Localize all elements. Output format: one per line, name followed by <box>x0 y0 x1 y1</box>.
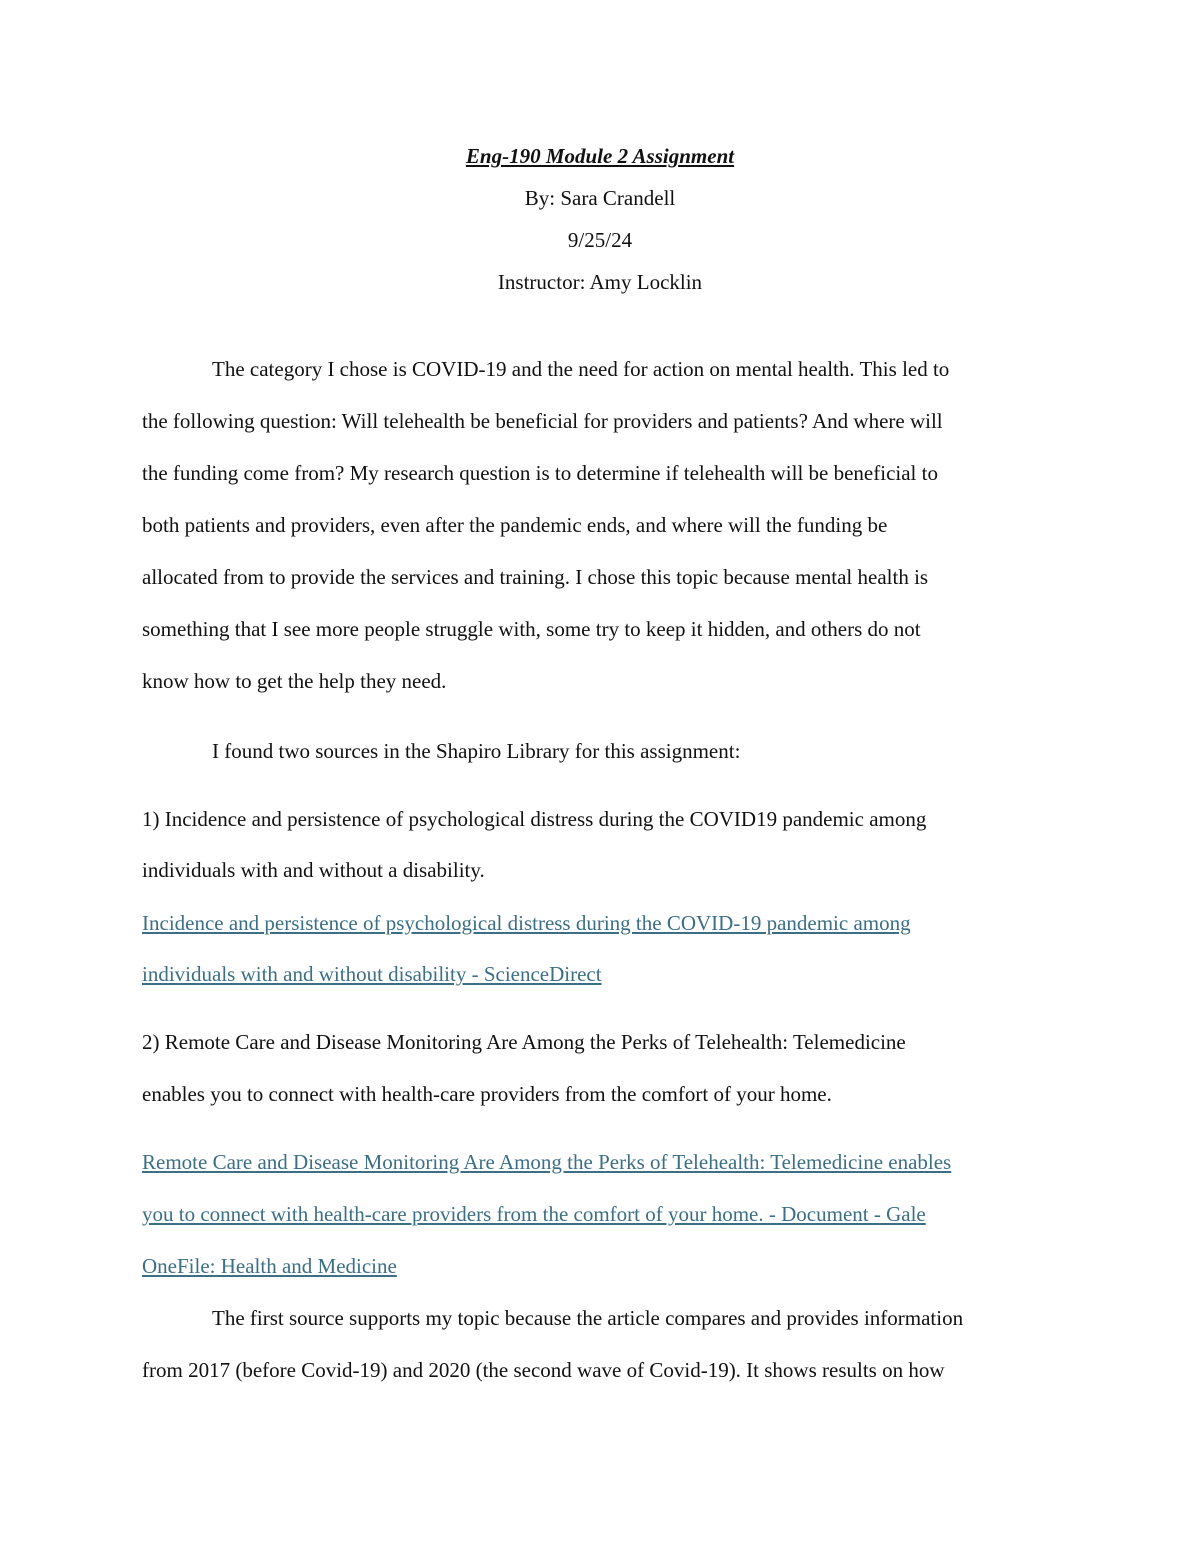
source1-citation-line: 1) Incidence and persistence of psychological distress during the COVID19 pandemic among <box>142 807 927 831</box>
source1-link-text[interactable]: Incidence and persistence of psychological distress during the COVID-19 pandemic among <box>142 911 911 935</box>
source1-link[interactable] <box>142 961 602 987</box>
paragraph1-line: The category I chose is COVID-19 and the need for action on mental health. This led to <box>212 357 950 381</box>
source2-link-text[interactable]: OneFile: Health and Medicine <box>142 1254 397 1278</box>
paragraph1-line: both patients and providers, even after the pandemic ends, and where will the funding be <box>142 513 888 537</box>
date-line: 9/25/24 <box>567 228 633 252</box>
source2-link-text[interactable]: you to connect with health-care providers from the comfort of your home. - Document - Gale <box>142 1202 926 1226</box>
source1-link[interactable] <box>142 910 911 936</box>
paragraph1-line: allocated from to provide the services and training. I chose this topic because mental health is <box>142 565 929 589</box>
paragraph1-line: know how to get the help they need. <box>142 669 447 693</box>
source1-link-text[interactable]: individuals with and without disability - ScienceDirect <box>142 962 602 986</box>
source2-link-text[interactable]: Remote Care and Disease Monitoring Are Among the Perks of Telehealth: Telemedicine enables <box>142 1150 952 1174</box>
source2-link[interactable] <box>142 1253 397 1279</box>
paragraph2-line: from 2017 (before Covid-19) and 2020 (the second wave of Covid-19). It shows results on how <box>142 1358 945 1382</box>
document-title: Eng-190 Module 2 Assignment <box>465 144 735 168</box>
paragraph1-line: the following question: Will telehealth be beneficial for providers and patients? And where will <box>142 409 943 433</box>
sources-intro: I found two sources in the Shapiro Library for this assignment: <box>212 739 741 763</box>
paragraph2-line: The first source supports my topic because the article compares and provides information <box>212 1306 964 1330</box>
paragraph1-line: something that I see more people struggle with, some try to keep it hidden, and others do not <box>142 617 921 641</box>
source1-citation-line: individuals with and without a disability. <box>142 858 485 882</box>
source2-link[interactable] <box>142 1201 926 1227</box>
source2-citation-line: 2) Remote Care and Disease Monitoring Are Among the Perks of Telehealth: Telemedicine <box>142 1030 906 1054</box>
source2-link[interactable] <box>142 1149 951 1175</box>
instructor-line: Instructor: Amy Locklin <box>497 270 703 294</box>
paragraph1-line: the funding come from? My research question is to determine if telehealth will be beneficial to <box>142 461 938 485</box>
author-line: By: Sara Crandell <box>524 186 676 210</box>
source2-citation-line: enables you to connect with health-care providers from the comfort of your home. <box>142 1082 832 1106</box>
